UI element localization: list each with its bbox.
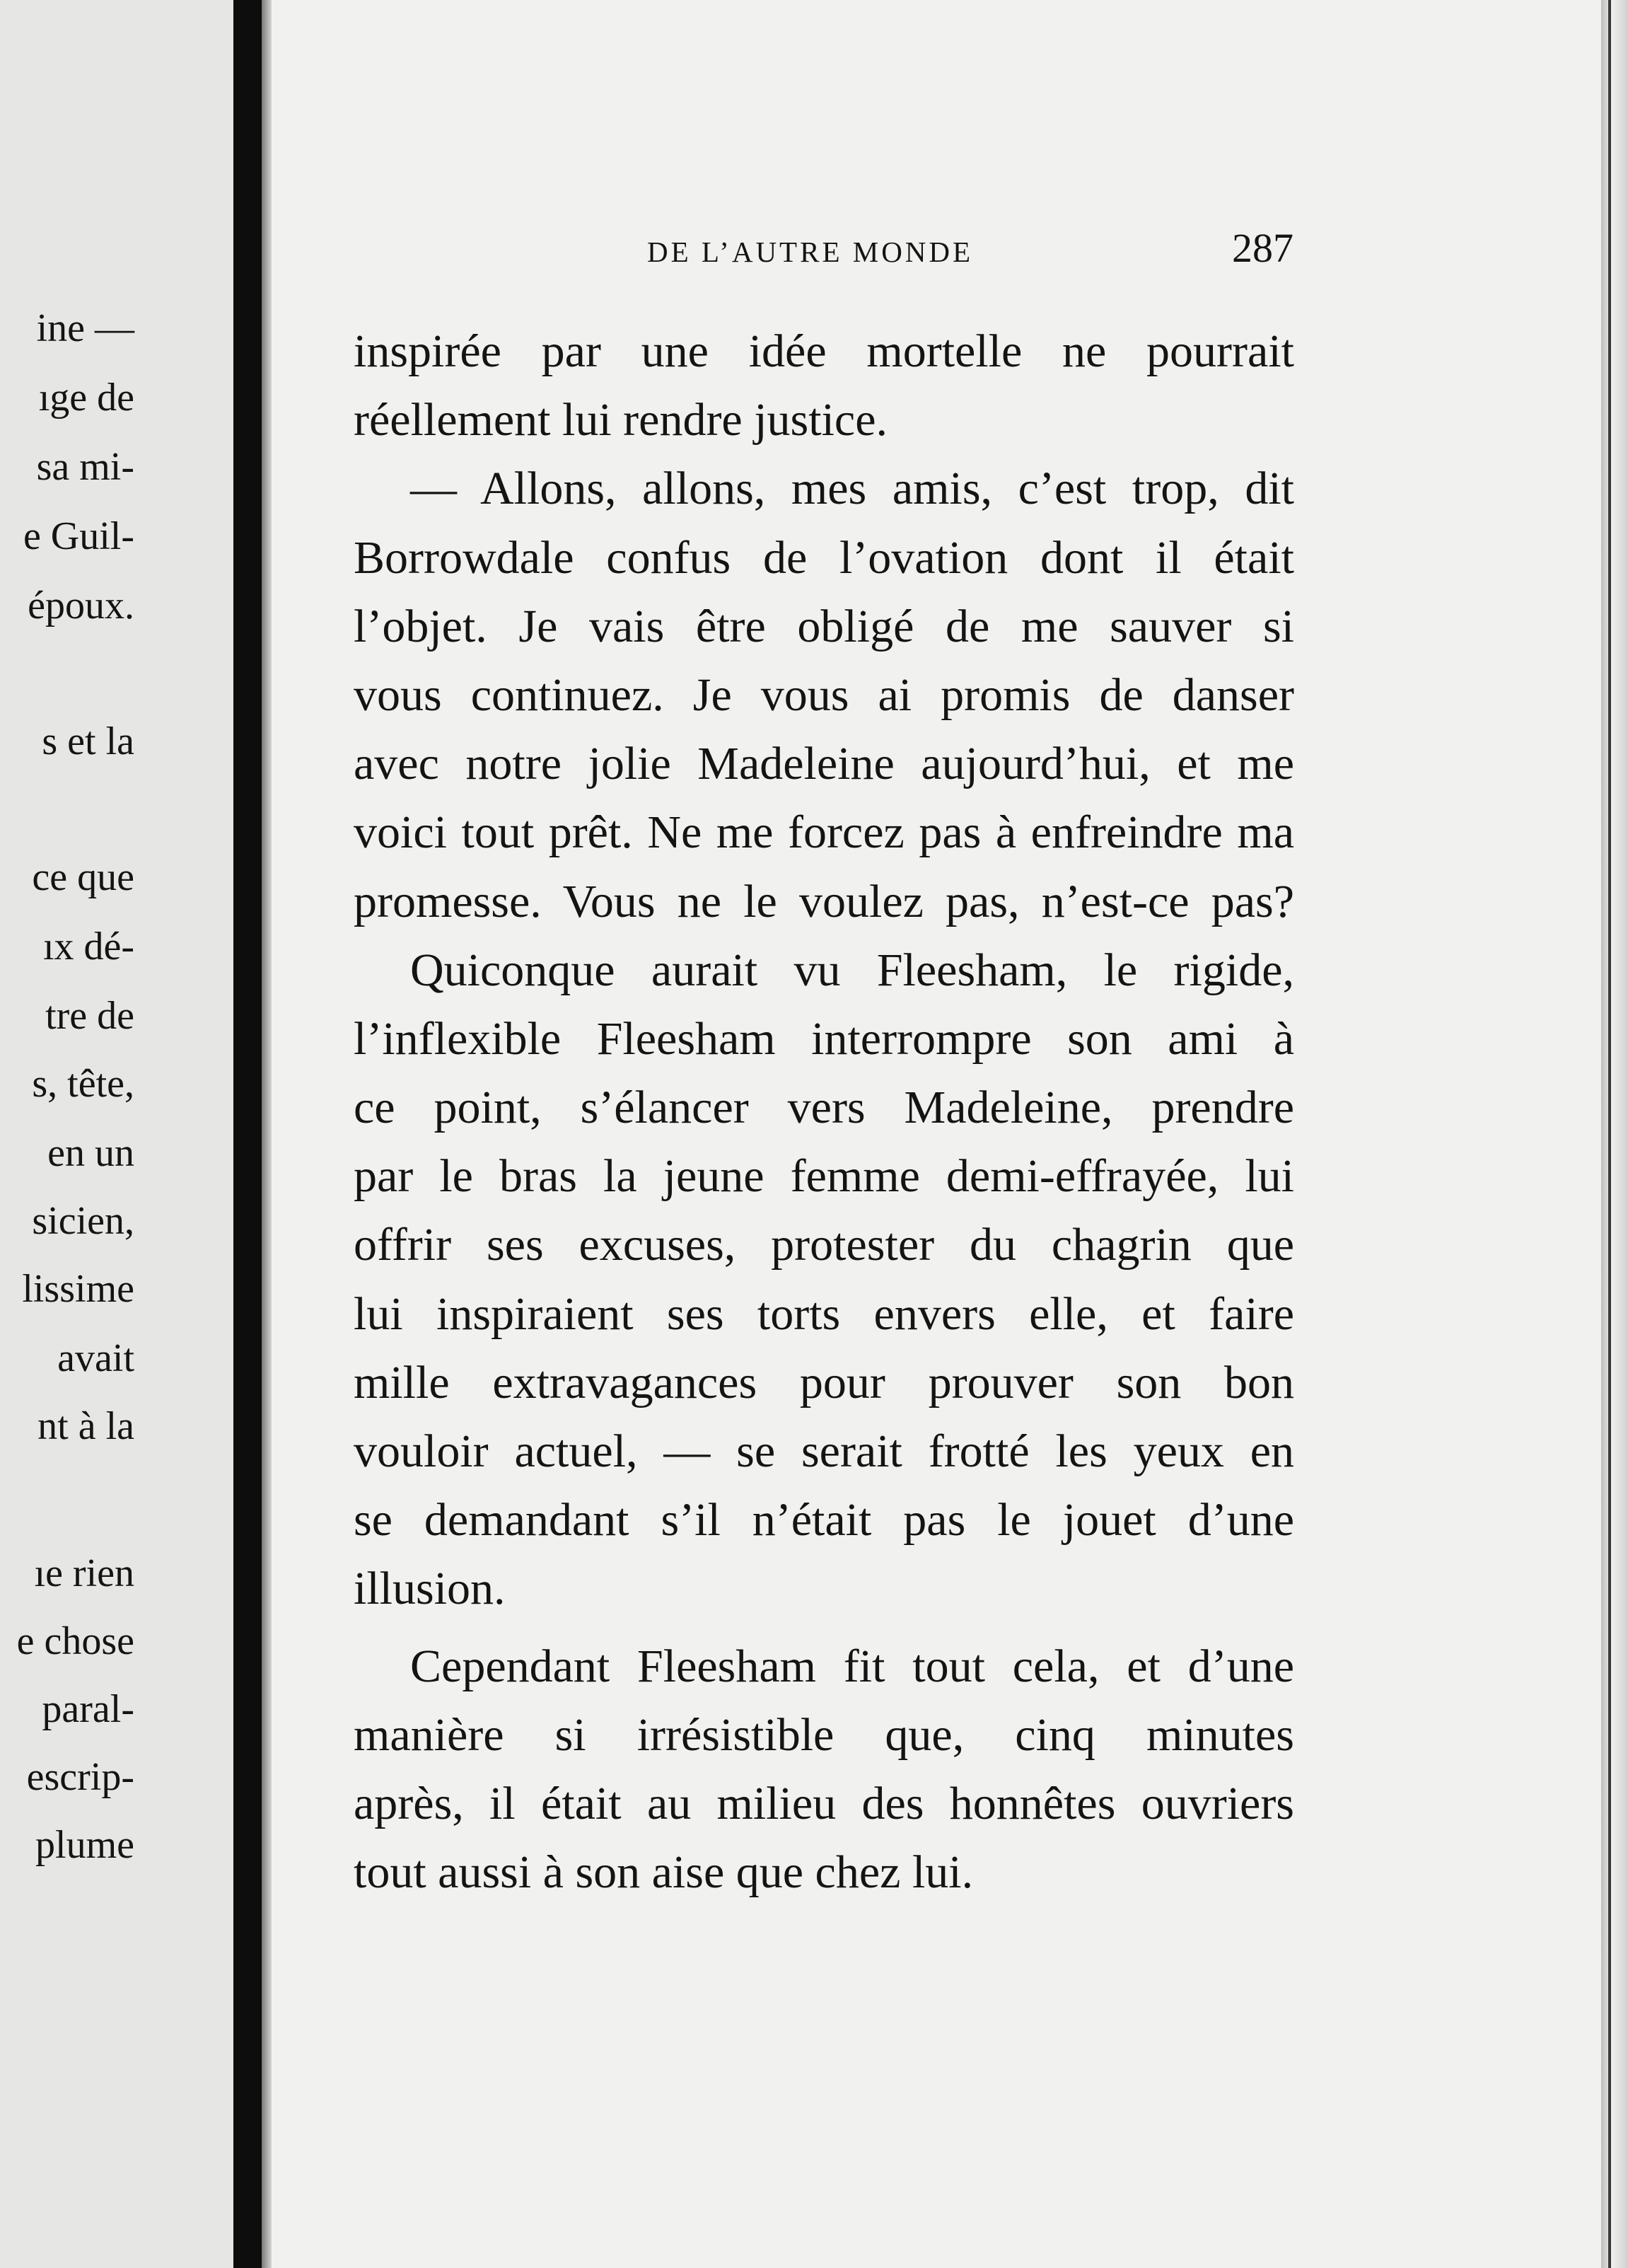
text-line: Quiconque aurait vu Fleesham, le rigide, — [410, 944, 1294, 996]
facing-page-line: ıe rien — [34, 1551, 134, 1595]
facing-page-line: ine — — [36, 306, 134, 350]
text-line: lui inspiraient ses torts envers elle, et faire — [354, 1288, 1294, 1340]
text-line: Borrowdale confus de l’ovation dont il était — [354, 531, 1294, 584]
running-head: DE L’AUTRE MONDE — [647, 236, 974, 268]
text-line: se demandant s’il n’était pas le jouet d’une — [354, 1494, 1294, 1546]
text-line: vouloir actuel, — se serait frotté les yeux en — [354, 1425, 1294, 1477]
facing-page-line: paral- — [42, 1687, 134, 1731]
text-line: tout aussi à son aise que chez lui. — [354, 1846, 974, 1899]
book-gutter — [233, 0, 262, 2268]
facing-page-line: lissime — [22, 1267, 134, 1311]
facing-page-fragment — [0, 0, 233, 2268]
facing-page-line: plume — [35, 1823, 134, 1867]
text-line: l’objet. Je vais être obligé de me sauver si — [354, 600, 1294, 652]
text-line: ce point, s’élancer vers Madeleine, prendre — [354, 1082, 1294, 1134]
text-line: par le bras la jeune femme demi-effrayée, lui — [354, 1150, 1294, 1203]
facing-page-line: tre de — [45, 994, 134, 1038]
facing-page-line: sicien, — [32, 1199, 134, 1243]
facing-page-line: ıx dé- — [42, 925, 134, 968]
facing-page-line: ıge de — [38, 376, 134, 420]
text-line: mille extravagances pour prouver son bon — [354, 1356, 1294, 1408]
text-line: Cependant Fleesham fit tout cela, et d’une — [410, 1640, 1294, 1692]
text-line: manière si irrésistible que, cinq minutes — [354, 1708, 1294, 1761]
text-line: après, il était au milieu des honnêtes ouvriers — [354, 1777, 1294, 1829]
facing-page-line: escrip- — [26, 1755, 134, 1799]
text-line: avec notre jolie Madeleine aujourd’hui, et me — [354, 738, 1294, 790]
facing-page-line: s et la — [42, 719, 134, 763]
text-line: promesse. Vous ne le voulez pas, n’est-ce pas? — [354, 875, 1294, 927]
text-line: offrir ses excuses, protester du chagrin que — [354, 1219, 1294, 1271]
text-line: inspirée par une idée mortelle ne pourrait — [354, 325, 1294, 377]
gutter-shadow — [262, 0, 272, 2268]
facing-page-line: avait — [57, 1336, 134, 1380]
text-line: vous continuez. Je vous ai promis de danser — [354, 669, 1294, 721]
facing-page-line: e Guil- — [23, 514, 134, 558]
text-line: — Allons, allons, mes amis, c’est trop, dit — [410, 463, 1294, 515]
page-number: 287 — [1232, 225, 1293, 271]
facing-page-line: ce que — [32, 855, 134, 899]
page-edge — [1601, 0, 1628, 2268]
facing-page-line: nt à la — [37, 1404, 134, 1448]
body-text — [354, 317, 1294, 1907]
text-line: l’inflexible Fleesham interrompre son ami à — [354, 1012, 1294, 1065]
page-edge-rule — [1608, 0, 1611, 2268]
text-line: illusion. — [354, 1563, 506, 1615]
text-line: voici tout prêt. Ne me forcez pas à enfreindre ma — [354, 806, 1294, 859]
facing-page-line: en un — [47, 1131, 134, 1175]
facing-page-line: sa mi- — [36, 445, 134, 489]
text-line: réellement lui rendre justice. — [354, 394, 888, 446]
facing-page-line: époux. — [28, 584, 134, 627]
facing-page-line: s, tête, — [32, 1062, 134, 1106]
facing-page-line: e chose — [16, 1619, 134, 1663]
